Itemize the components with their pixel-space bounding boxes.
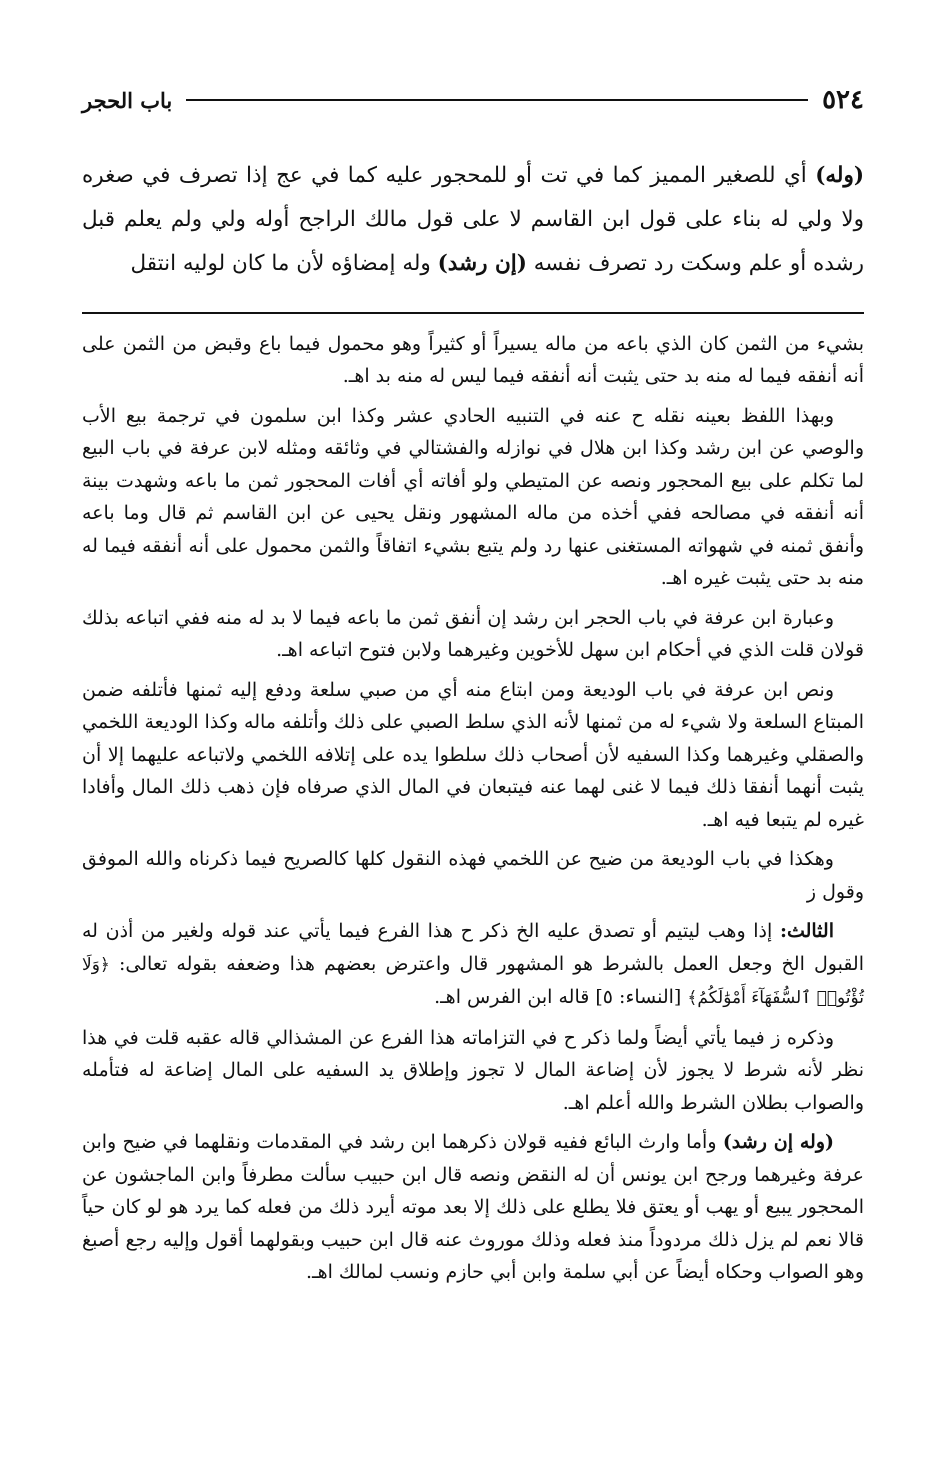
note-text: ونص ابن عرفة في باب الوديعة ومن ابتاع منه أي من صبي سلعة ودفع إليه ثمنها فأتلفه ضمن المبتاع السلعة ولا شيء له من ثمنها لأنه الذي سلط الصبي على ذلك وأتلفه ماله وكذا الوديعة اللخمي والصقلي وغيرهما وكذا السفيه لأن أصحاب ذلك سلطوا يده على إتلافه اللخمي ولاتباعه عليهما إلا أن يثبت أنهما أنفقا ذلك فيما لا غنى لهما عنه فيتبعان في المال الذي صرفاه فإن ذهب ذلك المال وأفادا غيره لم يتبعا فيه اهـ.: [82, 678, 864, 831]
note-text: إذا وهب ليتيم أو تصدق عليه الخ ذكر ح هذا الفرع فيما يأتي عند قوله ولغير من أذن له القبول الخ وجعل العمل بالشرط هو المشهور قال واعترض بعضهم هذا وضعفه بقوله تعالى:: [82, 920, 864, 975]
note-text: وأما وارث البائع ففيه قولان ذكرهما ابن رشد في المقدمات ونقلهما في ضيح وابن عرفة وغيرهما ورجح ابن يونس أن له النقض ونصه قال ابن حبيب سألت مطرفاً وابن الماجشون عن المحجور يبيع أو يهب أو يعتق فلا يطلع على ذلك إلا بعد موته أيرد ذلك من فعله كما يرد هو لو كان حياً قالا نعم لم يزل ذلك مردوداً منذ فعله وذلك موروث عنه قال ابن حبيب وبقولهما أقول وإليه رجع أصبغ وهو الصواب وحكاه أيضاً عن أبي سلمة وابن أبي حازم ونسب لمالك اهـ.: [82, 1131, 864, 1283]
main-paragraph: [82, 154, 864, 286]
page-header: [82, 80, 864, 120]
note-paragraph: [82, 674, 864, 837]
note-paragraph: [82, 602, 864, 667]
note-paragraph: [82, 915, 864, 1015]
section-title: باب الحجر: [82, 87, 173, 113]
note-paragraph: [82, 843, 864, 908]
note-lead: (وله إن رشد): [722, 1131, 834, 1153]
note-lead: الثالث:: [779, 920, 834, 942]
main-text-part-2: وله إمضاؤه لأن ما كان لوليه انتقل: [130, 251, 438, 276]
note-paragraph: [82, 1022, 864, 1120]
main-text: [82, 154, 864, 286]
note-paragraph: [82, 400, 864, 595]
note-paragraph: [82, 328, 864, 393]
note-text: وذكره ز فيما يأتي أيضاً ولما ذكر ح في التزاماته هذا الفرع عن المشذالي قاله عقبه قلت في هذا نظر لأنه شرط لا يجوز لأن إضاعة المال لا تجوز وإطلاق يد السفيه على المال إضاعة له فتأمله والصواب بطلان الشرط والله أعلم اهـ.: [82, 1026, 864, 1114]
footnote-divider: [82, 312, 864, 314]
header-rule: [186, 99, 808, 101]
main-bold-inline: (إن رشد): [437, 251, 527, 276]
main-lead: (وله): [815, 163, 864, 188]
page-number: ٥٢٤: [822, 85, 864, 115]
note-text: بشيء من الثمن كان الذي باعه من ماله يسيراً أو كثيراً وهو محمول فيما باع وقبض من الثمن على أنه أنفقه فيما له منه بد حتى يثبت أنه أنفقه فيما ليس له منه بد اهـ.: [82, 332, 864, 387]
note-text-after: [النساء: ٥] قاله ابن الفرس اهـ.: [434, 986, 688, 1008]
note-text: وعبارة ابن عرفة في باب الحجر ابن رشد إن أنفق ثمن ما باعه فيما لا بد له منه ففي اتباعه بذلك قولان قلت الذي في أحكام ابن سهل للأخوين وغيرهما ولابن فتوح اتباعه اهـ.: [82, 606, 864, 661]
note-text: وبهذا اللفظ بعينه نقله ح عنه في التنبيه الحادي عشر وكذا ابن سلمون في ترجمة بيع الأب والوصي عن ابن رشد وكذا ابن هلال في نوازله والفشتالي في وثائقه ومثله لابن عرفة في باب البيع لما تكلم على بيع المحجور ونصه عن المتيطي ولو أفاته أي أفات المحجور ثمن ما باعه وشهدت بينة أنه أنفقه في مصالحه ففي أخذه من ماله المشهور ونقل يحيى عن ابن القاسم ثم قال وما باعه وأنفق ثمنه في شهواته المستغنى عنها رد ولم يتبع بشيء اتفاقاً والثمن محمول على أنه أنفقه فيما له منه بد حتى يثبت غيره اهـ.: [82, 404, 864, 589]
note-paragraph: [82, 1126, 864, 1289]
note-text: وهكذا في باب الوديعة من ضيح عن اللخمي فهذه النقول كلها كالصريح فيما ذكرناه والله الموفق وقول ز: [82, 848, 864, 903]
main-text-part-1: أي للصغير المميز كما في تت أو للمحجور عليه كما في عج إذا تصرف في صغره ولا ولي له بناء على قول ابن القاسم لا على قول مالك الراجح أوله ولي ولم يعلم قبل رشده أو علم وسكت رد تصرف نفسه: [82, 163, 864, 276]
quran-verse: ﴿وَلَا تُؤْتُوا۟ ٱلسُّفَهَآءَ أَمْوَٰلَكُمُ﴾: [82, 954, 864, 1008]
footnotes: [82, 328, 864, 1289]
page: [82, 80, 864, 1296]
